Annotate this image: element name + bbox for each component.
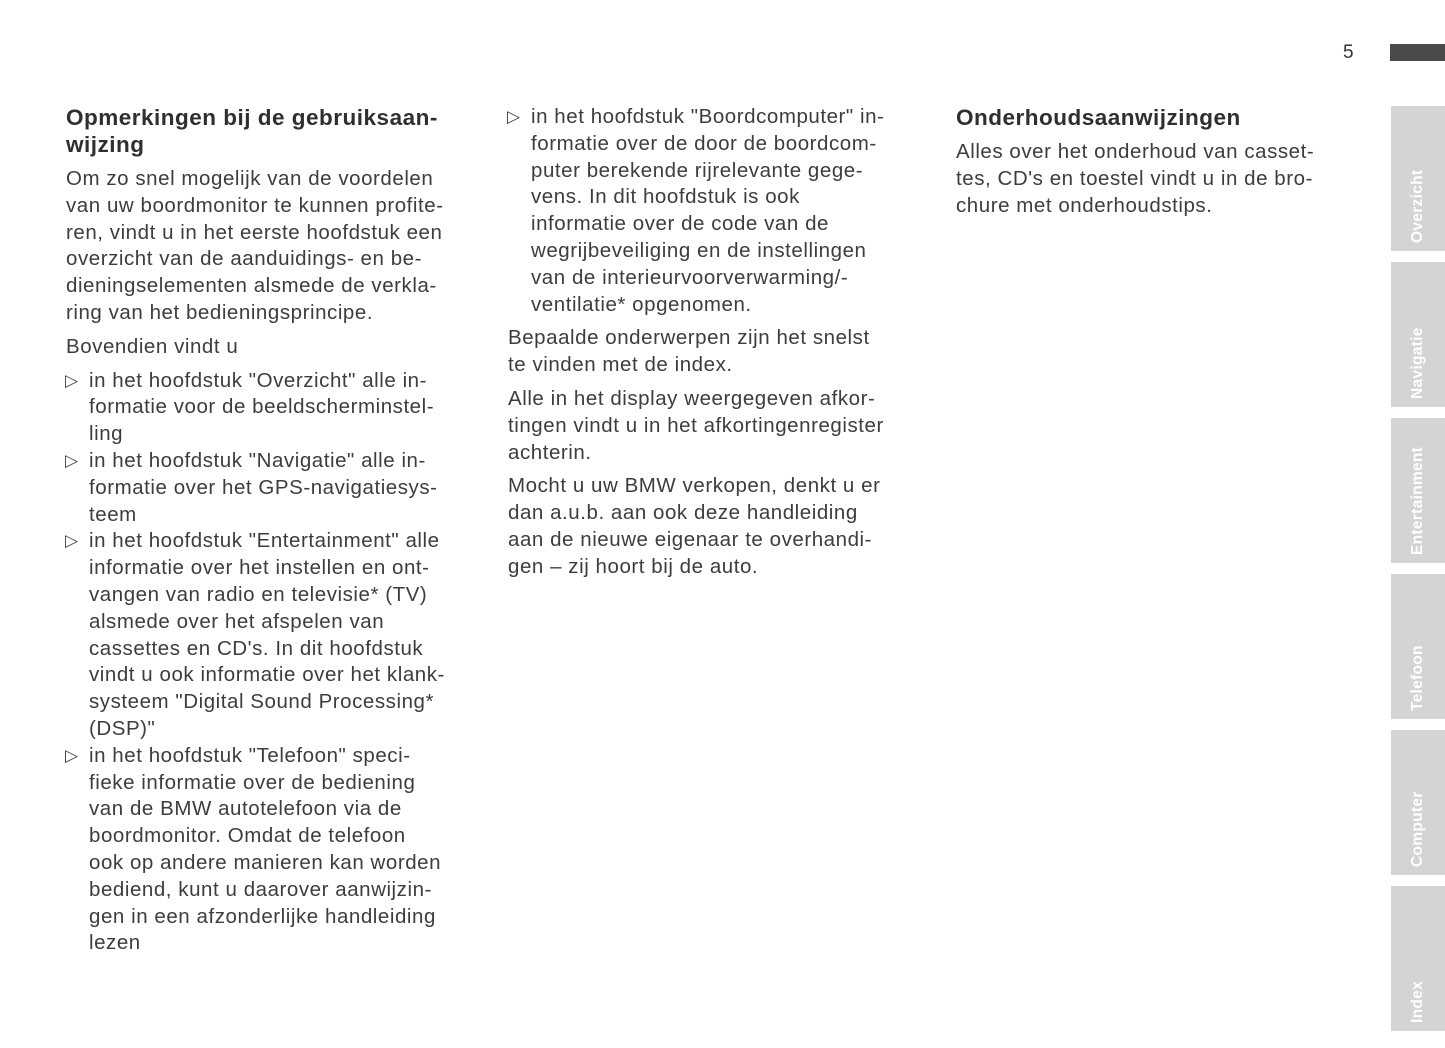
text-line: in het hoofdstuk "Navigatie" alle in- <box>89 448 426 472</box>
tab-label: Computer <box>1409 791 1426 867</box>
text-line: in het hoofdstuk "Overzicht" alle in- <box>89 368 427 392</box>
text-line: teem <box>89 502 137 526</box>
chapter-bullet-list-continued <box>508 104 938 318</box>
text-line: cassettes en CD's. In dit hoofdstuk <box>89 636 424 660</box>
tab-computer[interactable] <box>1391 730 1445 875</box>
tab-label: Entertainment <box>1409 446 1426 555</box>
tab-overzicht[interactable] <box>1391 106 1445 251</box>
text-line: aan de nieuwe eigenaar te overhandi- <box>508 527 872 551</box>
maintenance-paragraph <box>956 139 1366 219</box>
text-line: ook op andere manieren kan worden <box>89 850 442 874</box>
text-line: in het hoofdstuk "Boordcomputer" in- <box>531 105 885 128</box>
bullet-item-telefoon <box>66 743 496 957</box>
tab-entertainment[interactable] <box>1391 418 1445 563</box>
text-line: achterin. <box>508 440 592 464</box>
text-line: van uw boordmonitor te kunnen profite- <box>66 193 444 217</box>
text-line: fieke informatie over de bediening <box>89 770 416 794</box>
text-line: gen in een afzonderlijke handleiding <box>89 904 436 928</box>
triangle-bullet-icon: ▷ <box>65 370 79 390</box>
tab-label: Navigatie <box>1409 327 1426 399</box>
text-line: boordmonitor. Omdat de telefoon <box>89 824 406 848</box>
handover-paragraph <box>508 473 938 580</box>
chapter-bullet-list <box>66 368 496 958</box>
text-line: alsmede over het afspelen van <box>89 609 385 633</box>
text-line: ring van het bedieningsprincipe. <box>66 300 374 324</box>
column-right <box>956 104 1366 226</box>
text-line: Bovendien vindt u <box>66 334 239 358</box>
tab-telefoon[interactable] <box>1391 574 1445 719</box>
bullet-item-entertainment <box>66 528 496 742</box>
column-middle <box>508 104 938 588</box>
text-line: ling <box>89 422 124 446</box>
tab-label: Telefoon <box>1409 645 1426 711</box>
page-marker-bar <box>1390 44 1445 61</box>
text-line: tingen vindt u in het afkortingenregister <box>508 413 884 437</box>
text-line: formatie over de door de boordcom- <box>531 131 877 155</box>
text-line: bediend, kunt u daarover aanwijzin- <box>89 877 432 901</box>
text-line: lezen <box>89 931 141 955</box>
abbreviations-paragraph <box>508 386 938 466</box>
text-line: (DSP)" <box>89 716 156 740</box>
text-line: gen – zij hoort bij de auto. <box>508 554 759 578</box>
text-line: dieningselementen alsmede de verkla- <box>66 274 437 298</box>
tab-label: Overzicht <box>1409 169 1426 243</box>
heading-line: Onderhoudsaanwijzingen <box>956 105 1241 130</box>
text-line: in het hoofdstuk "Entertainment" alle <box>89 529 440 553</box>
bullet-item-overzicht <box>66 368 496 448</box>
text-line: ventilatie* opgenomen. <box>531 292 752 316</box>
bullet-item-navigatie <box>66 448 496 528</box>
text-line: formatie over het GPS-navigatiesys- <box>89 475 438 499</box>
text-line: vindt u ook informatie over het klank- <box>89 663 445 687</box>
text-line: vens. In dit hoofdstuk is ook <box>531 185 800 209</box>
text-line: informatie over de code van de <box>531 212 829 236</box>
text-line: vangen van radio en televisie* (TV) <box>89 582 428 606</box>
text-line: wegrijbeveiliging en de instellingen <box>531 238 867 262</box>
tab-index[interactable] <box>1391 886 1445 1031</box>
tab-label: Index <box>1409 981 1426 1023</box>
text-line: Om zo snel mogelijk van de voordelen <box>66 167 434 190</box>
column-left <box>66 104 496 964</box>
text-line: tes, CD's en toestel vindt u in de bro- <box>956 166 1313 190</box>
text-line: ren, vindt u in het eerste hoofdstuk een <box>66 220 443 244</box>
heading-line: wijzing <box>66 132 145 157</box>
text-line: in het hoofdstuk "Telefoon" speci- <box>89 743 411 767</box>
bullet-item-boordcomputer <box>508 104 938 318</box>
text-line: Alle in het display weergegeven afkor- <box>508 386 876 410</box>
text-line: formatie voor de beeldscherminstel- <box>89 395 435 419</box>
text-line: van de BMW autotelefoon via de <box>89 797 402 821</box>
text-line: Bepaalde onderwerpen zijn het snelst <box>508 326 870 350</box>
tab-navigatie[interactable] <box>1391 262 1445 407</box>
text-line: Alles over het onderhoud van casset- <box>956 140 1315 163</box>
text-line: overzicht van de aanduidings- en be- <box>66 247 422 271</box>
triangle-bullet-icon: ▷ <box>507 107 521 126</box>
text-line: informatie over het instellen en ont- <box>89 556 430 580</box>
section-heading-usage-notes <box>66 104 496 158</box>
triangle-bullet-icon: ▷ <box>65 531 79 551</box>
section-heading-maintenance <box>956 104 1366 131</box>
lead-paragraph <box>66 334 496 361</box>
text-line: van de interieurvoorverwarming/- <box>531 265 849 289</box>
text-line: dan a.u.b. aan ook deze handleiding <box>508 501 858 525</box>
text-line: te vinden met de index. <box>508 353 733 377</box>
triangle-bullet-icon: ▷ <box>65 745 79 765</box>
text-line: puter berekende rijrelevante gege- <box>531 158 864 182</box>
index-paragraph <box>508 325 938 379</box>
text-line: systeem "Digital Sound Processing* <box>89 690 435 714</box>
text-line: Mocht u uw BMW verkopen, denkt u er <box>508 474 881 498</box>
page-number: 5 <box>1343 42 1354 63</box>
intro-paragraph <box>66 166 496 327</box>
triangle-bullet-icon: ▷ <box>65 450 79 470</box>
heading-line: Opmerkingen bij de gebruiksaan- <box>66 105 438 130</box>
text-line: chure met onderhoudstips. <box>956 193 1213 217</box>
